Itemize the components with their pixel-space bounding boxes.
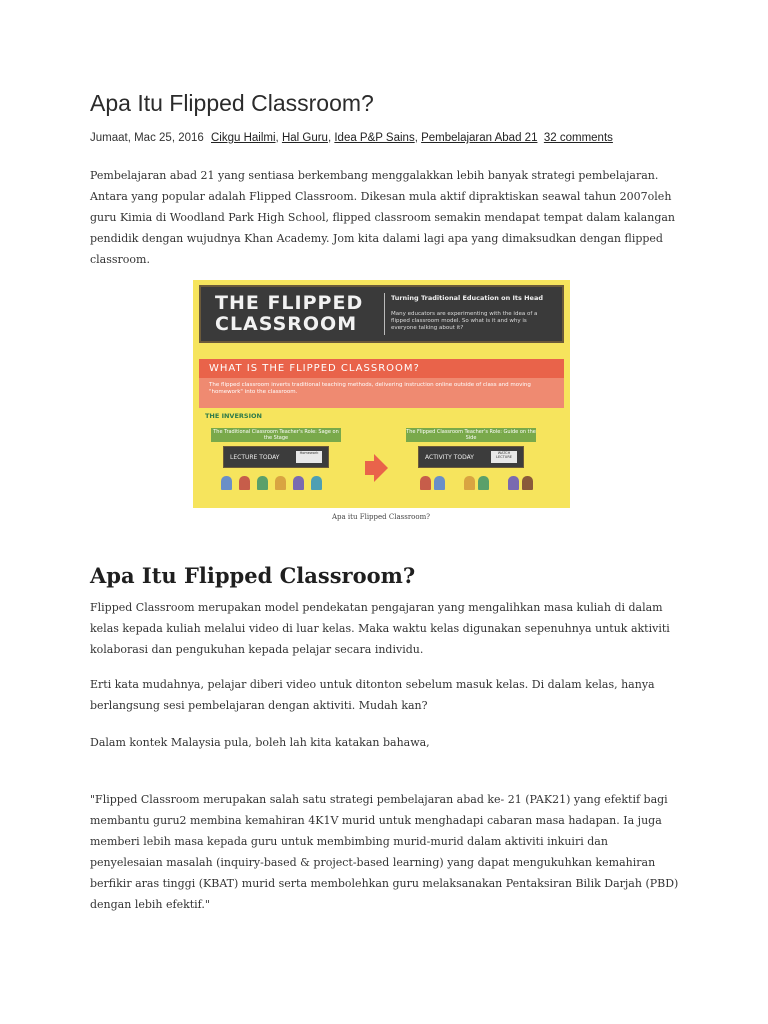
comments-link[interactable]: 32 comments [543,132,613,144]
what-is-body: The flipped classroom inverts traditional teaching methods, delivering instruction online outside of class and moving "homework" into the classroom. [199,378,564,408]
student-icon [293,476,304,490]
infographic-title: THE FLIPPED CLASSROOM [215,292,364,335]
malaysia-context-paragraph: Dalam kontek Malaysia pula, boleh lah kita katakan bahawa, [90,736,430,749]
activity-board-text: ACTIVITY TODAY [425,454,474,461]
post-date: Jumaat, Mac 25, 2016 [90,132,204,144]
infographic-subtitle: Turning Traditional Education on Its Head [391,294,544,302]
students-row-left [217,472,337,490]
label-link-cikgu-hailmi[interactable]: Cikgu Hailmi [211,132,276,144]
flipped-panel-title: The Flipped Classroom Teacher's Role: Guide on the Side [406,429,536,441]
homework-note: Homework [296,451,322,463]
student-icon [311,476,322,490]
label-link-pembelajaran-abad-21[interactable]: Pembelajaran Abad 21 [421,132,538,144]
student-icon [239,476,250,490]
lecture-board-text: LECTURE TODAY [230,454,280,461]
post-meta: Jumaat, Mac 25, 2016 Cikgu Hailmi, Hal Guru, Idea P&P Sains, Pembelajaran Abad 21 32 comments [90,132,613,144]
student-icon [434,476,445,490]
quote-paragraph: "Flipped Classroom merupakan salah satu strategi pembelajaran abad ke- 21 (PAK21) yang efektif bagi membantu guru2 membina kemahiran 4K1V murid untuk menghadapi cabaran masa hadapan. Ia juga memberi lebih masa kepada guru untuk membimbing murid-murid dalam aktiviti inkuiri dan penyelesaian masalah (inquiry-based & project-based learning) yang dapat mengukuhkan kemahiran berfikir aras tinggi (KBAT) murid serta membolehkan guru melaksanakan Pentaksiran Bilik Darjah (PBD) dengan lebih efektif." [90,793,679,911]
label-link-hal-guru[interactable]: Hal Guru [281,132,328,144]
flipped-classroom-panel [406,428,536,488]
infographic-description: Many educators are experimenting with the idea of a flipped classroom model. So what is it and why is everyone talking about it? [391,311,538,331]
student-icon [478,476,489,490]
student-icon [257,476,268,490]
simple-explanation-paragraph: Erti kata mudahnya, pelajar diberi video untuk ditonton sebelum masuk kelas. Di dalam kelas, hanya berlangsung sesi pembelajaran dengan aktiviti. Mudah kan? [90,678,655,712]
student-icon [508,476,519,490]
watch-lecture-note: WATCH LECTURE [491,451,517,463]
activity-board [418,446,524,468]
students-row-right [412,472,532,490]
inversion-label: THE INVERSION [205,412,262,420]
lecture-board [223,446,329,468]
definition-paragraph: Flipped Classroom merupakan model pendekatan pengajaran yang mengalihkan masa kuliah di dalam kelas kepada kuliah melalui video di luar kelas. Maka waktu kelas digunakan sepenuhnya untuk aktiviti kolaborasi dan pengukuhan kepada pelajar secara individu. [90,601,670,656]
traditional-classroom-panel [211,428,341,488]
intro-paragraph: Pembelajaran abad 21 yang sentiasa berkembang menggalakkan lebih banyak strategi pembelajaran. Antara yang popular adalah Flipped Classroom. Dikesan mula aktif dipraktiskan seawal tahun 2007oleh guru Kimia di Woodland Park High School, flipped classroom semakin mendapat tempat dalam kalangan pendidik dengan wujudnya Khan Academy. Jom kita dalami lagi apa yang dimaksudkan dengan flipped classroom. [90,169,676,266]
student-icon [522,476,533,490]
what-is-banner: WHAT IS THE FLIPPED CLASSROOM? [199,359,564,378]
board-divider [384,293,385,335]
student-icon [420,476,431,490]
post-title: Apa Itu Flipped Classroom? [90,90,374,116]
figure-caption: Apa itu Flipped Classroom? [332,513,430,521]
section-heading: Apa Itu Flipped Classroom? [90,563,416,588]
label-link-idea-pp-sains[interactable]: Idea P&P Sains [334,132,415,144]
student-icon [275,476,286,490]
inversion-arrow-icon [374,454,388,482]
chalkboard-header [199,285,564,343]
student-icon [221,476,232,490]
traditional-panel-title: The Traditional Classroom Teacher's Role: Sage on the Stage [211,428,341,442]
flipped-classroom-infographic [193,280,570,508]
student-icon [464,476,475,490]
